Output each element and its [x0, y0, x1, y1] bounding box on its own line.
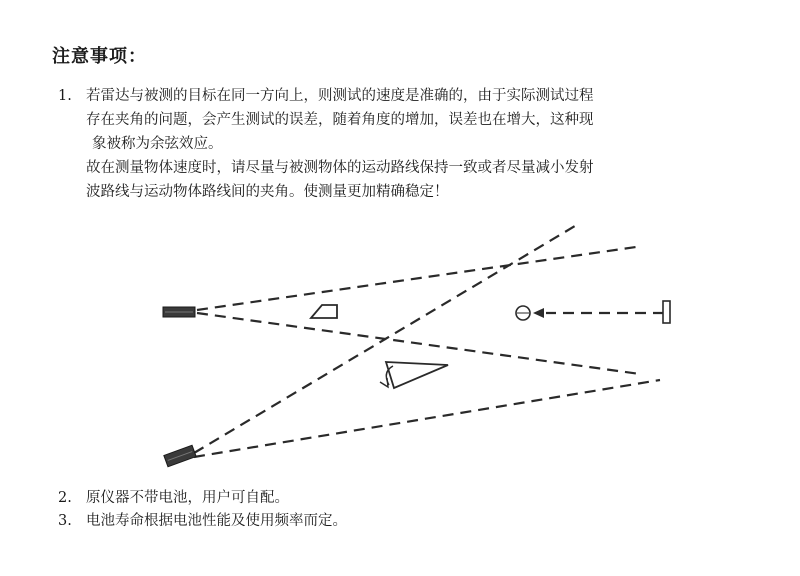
note-item-2 — [58, 486, 289, 510]
target-post-icon — [663, 301, 670, 323]
beam-upper — [197, 247, 636, 310]
ball-icon — [516, 306, 530, 320]
note-number: 1. — [58, 88, 72, 104]
note-text: 原仪器不带电池，用户可自配。 — [86, 490, 289, 506]
note-line: 若雷达与被测的目标在同一方向上，则测试的速度是准确的，由于实际测试过程 — [86, 88, 594, 104]
note-number: 3. — [58, 513, 72, 529]
radar-device-angled-icon — [164, 445, 196, 467]
page-title: 注意事项： — [52, 46, 147, 67]
note-text: 电池寿命根据电池性能及使用频率而定。 — [86, 513, 347, 529]
note-line: 象被称为余弦效应。 — [92, 136, 223, 152]
triangle-marker-icon — [380, 362, 448, 388]
radar-device-icon — [163, 307, 195, 317]
arrowhead-icon — [533, 308, 544, 318]
beam-steep — [194, 223, 580, 453]
car-icon — [311, 305, 337, 318]
note-item-3 — [58, 509, 347, 533]
beam-shallow — [194, 380, 660, 457]
note-number: 2. — [58, 490, 72, 506]
note-line: 存在夹角的问题，会产生测试的误差，随着角度的增加，误差也在增大，这种现 — [86, 112, 594, 128]
note-line: 故在测量物体速度时，请尽量与被测物体的运动路线保持一致或者尽量减小发射 — [86, 160, 594, 176]
note-line: 波路线与运动物体路线间的夹角。使测量更加精确稳定！ — [86, 184, 449, 200]
